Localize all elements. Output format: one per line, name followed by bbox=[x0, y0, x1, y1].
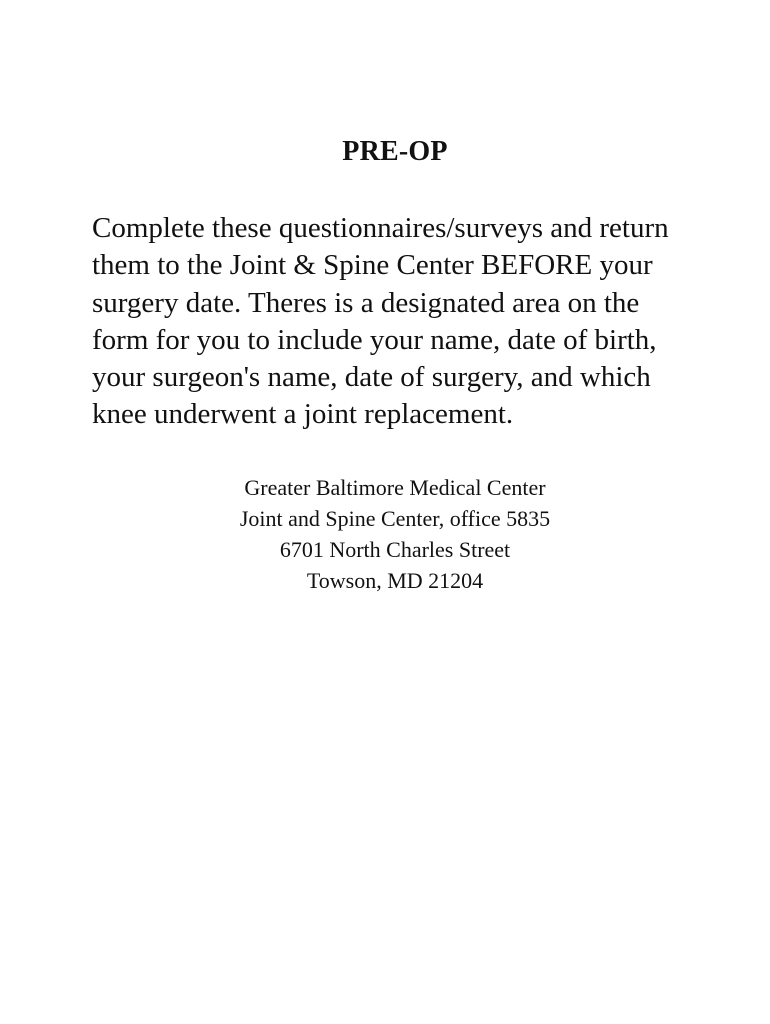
address-line-street: 6701 North Charles Street bbox=[279, 537, 511, 562]
instructions-paragraph: Complete these questionnaires/surveys and return them to the Joint & Spine Center BEFORE your surgery date. Theres is a designated area on the form for you to include your name, date of birth, your surgeon's name, date of surgery, and which knee underwent a joint replacement. bbox=[92, 212, 669, 431]
mailing-address bbox=[0, 472, 770, 596]
address-line-institution: Greater Baltimore Medical Center bbox=[244, 475, 546, 500]
address-line-department: Joint and Spine Center, office 5835 bbox=[239, 506, 551, 531]
address-line-city: Towson, MD 21204 bbox=[306, 568, 484, 593]
page-title: PRE-OP bbox=[342, 136, 448, 167]
